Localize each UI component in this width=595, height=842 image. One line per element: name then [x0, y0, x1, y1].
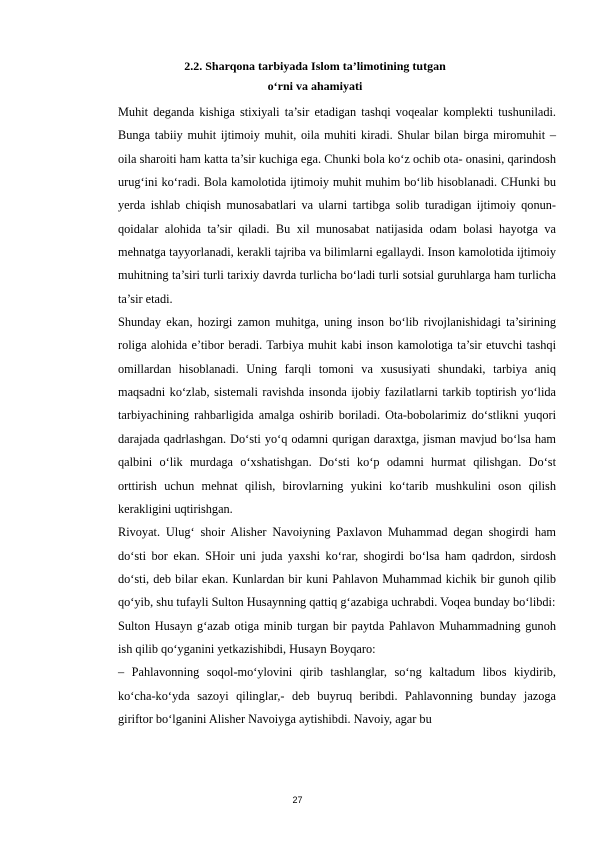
section-heading-line-1: 2.2. Sharqona tarbiyada Islom ta’limotining tutgan [184, 59, 446, 73]
section-heading-line-2: o‘rni va ahamiyati [267, 79, 363, 93]
paragraph-1: Muhit deganda kishiga stixiyali ta’sir etadigan tashqi voqealar komplekti tushuniladi. Bunga tabiiy muhit ijtimoiy muhit, oila muhiti kiradi. Shular bilan birga miromuhit – oila sharoiti ham katta ta’sir kuchiga ega. Chunki bola ko‘z ochib ota- onasini, qarindosh urug‘ini ko‘radi. Bola kamolotida ijtimoiy muhit muhim bo‘lib hisoblanadi. CHunki bu yerda ishlab chiqish munosabatlari va ularni tartibga solib turadigan ijtimoiy qonun-qoidalar alohida ta’sir qiladi. Bu xil munosabat natijasida odam bolasi hayotga va mehnatga tayyorlanadi, kerakli tajriba va bilimlarni egallaydi. Inson kamolotida ijtimoiy muhitning ta’siri turli tarixiy davrda turlicha bo‘ladi turli sotsial guruhlarga ham turlicha ta’sir etadi. [118, 105, 556, 306]
page-number: 27 [292, 795, 303, 805]
paragraph-3: Rivoyat. Ulug‘ shoir Alisher Navoiyning Paxlavon Muhammad degan shogirdi ham do‘sti bor ekan. SHoir uni juda yaxshi ko‘rar, shogirdi bo‘lsa ham qadrdon, sirdosh do‘sti, deb bilar ekan. Kunlardan bir kuni Pahlavon Muhammad kichik bir gunoh qilib qo‘yib, shu tufayli Sulton Husaynning qattiq g‘azabiga uchrabdi. Voqea bunday bo‘libdi: [118, 525, 556, 610]
paragraph-5: – Pahlavonning soqol-mo‘ylovini qirib tashlanglar, so‘ng kaltadum libos kiydirib, ko‘cha-ko‘yda sazoyi qilinglar,- deb buyruq beribdi. Pahlavonning bunday jazoga giriftor bo‘lganini Alisher Navoiyga aytishibdi. Navoiy, agar bu [118, 665, 556, 726]
paragraph-2: Shunday ekan, hozirgi zamon muhitga, uning inson bo‘lib rivojlanishidagi ta’sirining roliga alohida e’tibor beradi. Tarbiya muhit kabi inson kamolotiga ta’sir etuvchi tashqi omillardan hisoblanadi. Uning farqli tomoni va xususiyati shundaki, tarbiya aniq maqsadni ko‘zlab, sistemali ravishda insonda ijobiy fazilatlarni tarkib toptirish yo‘lida tarbiyachining rahbarligida amalga oshirib boriladi. Ota-bobolarimiz do‘stlikni yuqori darajada qadrlashgan. Do‘sti yo‘q odamni qurigan daraxtga, jisman mavjud bo‘lsa ham qalbini o‘lik murdaga o‘xshatishgan. Do‘sti ko‘p odamni hurmat qilishgan. Do‘st orttirish uchun mehnat qilish, birovlarning yukini ko‘tarib mushkulini oson qilish kerakligini uqtirishgan. [118, 315, 556, 516]
paragraph-4: Sulton Husayn g‘azab otiga minib turgan bir paytda Pahlavon Muhammadning gunoh ish qilib qo‘yganini yetkazishibdi, Husayn Boyqaro: [118, 618, 556, 656]
body-text [118, 101, 556, 731]
